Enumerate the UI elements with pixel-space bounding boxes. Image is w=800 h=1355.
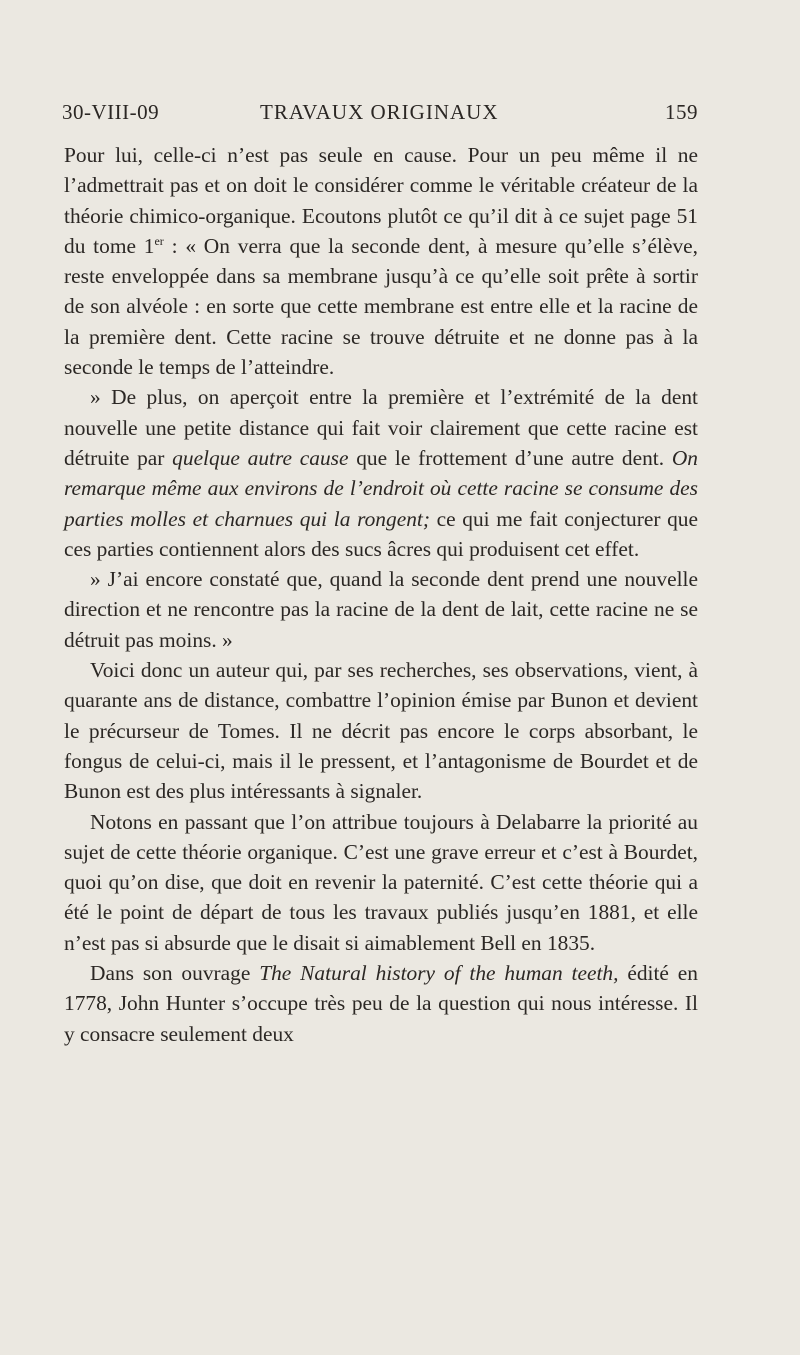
paragraph-1-text-a: Pour lui, celle-ci n’est pas seule en cause. Pour un peu même il ne l’admettrait pas et on doit le considérer comme le véritable créateur de la théorie chimico-organique. Ecoutons plutôt ce qu’il dit à ce sujet page 51 du tome 1 [64, 143, 698, 258]
paragraph-3: » J’ai encore constaté que, quand la seconde dent prend une nouvelle direction et ne rencontre pas la racine de la dent de lait, cette racine ne se détruit pas moins. » [64, 567, 698, 652]
page-number: 159 [665, 100, 698, 124]
body-text [64, 140, 698, 1049]
paragraph-1-text-b: : « On verra que la seconde dent, à mesure qu’elle s’élève, reste enveloppée dans sa membrane jusqu’à ce qu’elle soit prête à sortir de son alvéole : en sorte que cette membrane est entre elle et la racine de la première dent. Cette racine se trouve détruite et ne donne pas à la seconde le temps de l’atteindre. [64, 233, 698, 380]
superscript-er: er [154, 233, 164, 248]
paragraph-2-text-a: » De plus, on aperçoit entre la première et l’extrémité de la dent nouvelle une petite distance qui fait voir clairement que cette racine est détruite par [64, 385, 698, 470]
paragraph-2-italic-2: On remarque même aux environs de l’endroit où cette racine se consume des parties molles et charnues qui la rongent; [64, 445, 698, 531]
running-head [62, 100, 698, 130]
paragraph-2-text-b: que le frottement d’une autre dent. [348, 445, 672, 470]
paragraph-2-text-c: ce qui me fait conjecturer que ces parties contiennent alors des sucs âcres qui produisent cet effet. [64, 506, 698, 561]
paragraph-5: Notons en passant que l’on attribue toujours à Delabarre la priorité au sujet de cette théorie organique. C’est une grave erreur et c’est à Bourdet, quoi qu’on dise, que doit en revenir la paternité. C’est cette théorie qui a été le point de départ de tous les travaux publiés jusqu’en 1881, et elle n’est pas si absurde que le disait si aimablement Bell en 1835. [64, 809, 698, 955]
paragraph-6-text-b: édité en 1778, John Hunter s’occupe très peu de la question qui nous intéresse. Il y consacre seulement deux [64, 961, 698, 1046]
paragraph-2 [64, 382, 698, 564]
paragraph-6-text-a: Dans son ouvrage [90, 961, 260, 986]
paragraph-4: Voici donc un auteur qui, par ses recherches, ses observations, vient, à quarante ans de distance, combattre l’opinion émise par Bunon et devient le précurseur de Tomes. Il ne décrit pas encore le corps absorbant, le fongus de celui-ci, mais il le pressent, et l’antagonisme de Bourdet et de Bunon est des plus intéressants à signaler. [64, 658, 698, 804]
paragraph-1 [64, 140, 698, 382]
paragraph-6-italic-1: The Natural history of the human teeth, [259, 961, 619, 986]
paragraph-6 [64, 958, 698, 1049]
paragraph-2-italic-1: quelque autre cause [172, 445, 349, 470]
header-title: TRAVAUX ORIGINAUX [260, 100, 499, 124]
header-date: 30-VIII-09 [62, 100, 160, 124]
